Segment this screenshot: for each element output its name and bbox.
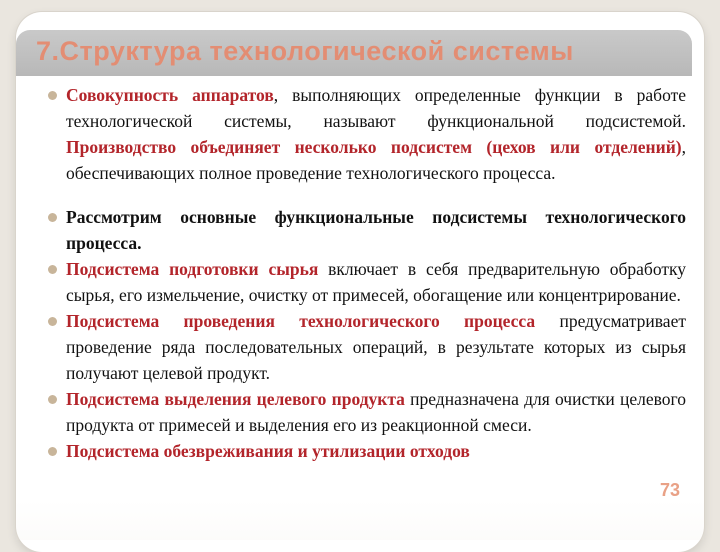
list-item xyxy=(44,82,686,186)
bullet-list xyxy=(44,82,686,464)
bullet-dot-icon xyxy=(48,317,57,326)
list-item xyxy=(44,204,686,256)
item-text-segment: Подсистема подготовки сырья xyxy=(66,259,319,279)
list-item xyxy=(44,308,686,386)
item-text-segment: , обеспечивающих полное проведение технологического процесса. xyxy=(66,137,686,183)
slide-title: 7.Структура технологической системы xyxy=(36,36,574,66)
bullet-dot-icon xyxy=(48,213,57,222)
page-number: 73 xyxy=(659,480,680,500)
item-text-segment: , выполняющих определенные функции в работе технологической системы, называют функциональной подсистемой. xyxy=(66,85,686,131)
item-text-segment: предусматривает проведение ряда последовательных операций, в результате которых из сырья получают целевой продукт. xyxy=(66,311,686,383)
bullet-dot-icon xyxy=(48,395,57,404)
bullet-dot-icon xyxy=(48,91,57,100)
item-text-segment: Подсистема выделения целевого продукта xyxy=(66,389,405,409)
bullet-dot-icon xyxy=(48,265,57,274)
item-text-segment: Подсистема обезвреживания и утилизации отходов xyxy=(66,441,470,461)
item-text-segment: Производство объединяет несколько подсистем (цехов или отделений) xyxy=(66,137,682,157)
item-text-segment: Подсистема проведения технологического процесса xyxy=(66,311,536,331)
list-item xyxy=(44,438,686,464)
list-item xyxy=(44,386,686,438)
list-item xyxy=(44,256,686,308)
item-text-segment: Совокупность аппаратов xyxy=(66,85,274,105)
item-text-segment: включает в себя предварительную обработку сырья, его измельчение, очистку от примесей, обогащение или концентрирование. xyxy=(66,259,686,305)
bullet-dot-icon xyxy=(48,447,57,456)
item-text-segment: предназначена для очистки целевого продукта от примесей и выделения его из реакционной смеси. xyxy=(66,389,686,435)
item-text-segment: Рассмотрим основные функциональные подсистемы технологического процесса. xyxy=(66,207,686,253)
